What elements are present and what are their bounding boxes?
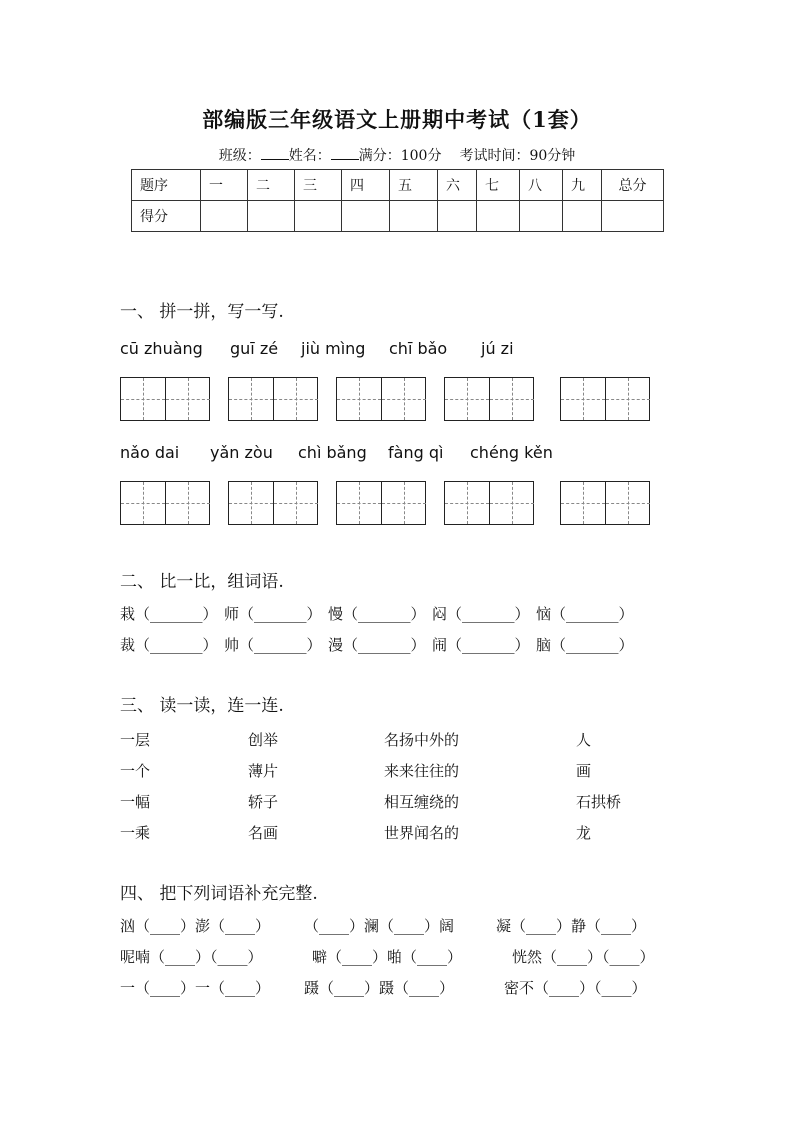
score-cell[interactable] [390, 201, 438, 232]
match-item[interactable]: 名扬中外的 [384, 731, 460, 749]
table-cell: 二 [256, 178, 270, 194]
compare-item[interactable]: 慢（_______） [328, 605, 426, 623]
name-blank[interactable] [331, 146, 359, 160]
match-item[interactable]: 创举 [248, 731, 279, 749]
table-cell: 题序 [140, 178, 168, 194]
fill-item[interactable]: 噼（____）啪（____） [312, 948, 463, 966]
pinyin-label: chéng kěn [470, 443, 553, 462]
match-item[interactable]: 石拱桥 [576, 793, 622, 811]
fill-item[interactable]: 一（____）一（____） [120, 979, 271, 997]
pinyin-label: yǎn zòu [210, 443, 273, 462]
compare-item[interactable]: 脑（_______） [536, 636, 634, 654]
compare-item[interactable]: 闷（_______） [432, 605, 530, 623]
score-cell[interactable] [438, 201, 477, 232]
writing-grid[interactable] [560, 377, 650, 421]
table-cell: 总分 [618, 178, 647, 194]
match-item[interactable]: 一幅 [120, 793, 151, 811]
exam-info [0, 145, 794, 165]
compare-item[interactable]: 帅（_______） [224, 636, 322, 654]
fill-item[interactable]: 呢喃（____）（____） [120, 948, 263, 966]
match-item[interactable]: 来来往往的 [384, 762, 460, 780]
score-cell[interactable] [520, 201, 563, 232]
match-item[interactable]: 一个 [120, 762, 151, 780]
match-item[interactable]: 薄片 [248, 762, 279, 780]
table-cell: 得分 [140, 209, 168, 225]
table-cell: 九 [571, 178, 585, 194]
pinyin-label: nǎo dai [120, 443, 180, 462]
fill-item[interactable]: 恍然（____）（____） [512, 948, 655, 966]
table-row [132, 201, 664, 232]
writing-grid[interactable] [228, 377, 318, 421]
table-cell: 八 [528, 178, 542, 194]
class-blank[interactable] [261, 146, 289, 160]
exam-time: 考试时间：90分钟 [459, 148, 576, 164]
compare-item[interactable]: 裁（_______） [120, 636, 218, 654]
writing-grid[interactable] [336, 481, 426, 525]
table-cell: 七 [485, 178, 499, 194]
section-3-heading: 三、 读一读，连一连. [120, 696, 284, 716]
compare-item[interactable]: 恼（_______） [536, 605, 634, 623]
compare-item[interactable]: 栽（_______） [120, 605, 218, 623]
section-1-heading: 一、 拼一拼，写一写. [120, 302, 284, 322]
score-cell[interactable] [477, 201, 520, 232]
score-cell[interactable] [563, 201, 602, 232]
writing-grid[interactable] [120, 377, 210, 421]
writing-grid[interactable] [120, 481, 210, 525]
match-item[interactable]: 一层 [120, 731, 151, 749]
page-title: 部编版三年级语文上册期中考试（1套） [202, 107, 592, 132]
pinyin-label: fàng qì [388, 443, 444, 462]
match-item[interactable]: 名画 [248, 824, 279, 842]
writing-grid[interactable] [444, 377, 534, 421]
name-label: 姓名： [288, 148, 331, 164]
match-item[interactable]: 世界闻名的 [384, 824, 460, 842]
match-item[interactable]: 画 [576, 762, 592, 780]
match-item[interactable]: 轿子 [248, 793, 279, 811]
pinyin-label: guī zé [230, 339, 279, 358]
pinyin-label: jiù mìng [301, 339, 366, 358]
match-item[interactable]: 人 [576, 731, 592, 749]
table-cell: 三 [303, 178, 317, 194]
fill-item[interactable]: 蹑（____）蹑（____） [304, 979, 455, 997]
compare-item[interactable]: 闹（_______） [432, 636, 530, 654]
match-item[interactable]: 一乘 [120, 824, 151, 842]
pinyin-label: chī bǎo [389, 339, 448, 358]
table-cell: 一 [209, 178, 223, 194]
score-cell[interactable] [602, 201, 664, 232]
class-label: 班级： [218, 148, 261, 164]
match-item[interactable]: 龙 [576, 824, 592, 842]
match-item[interactable]: 相互缠绕的 [384, 793, 460, 811]
score-table [131, 169, 664, 232]
table-cell: 四 [350, 178, 364, 194]
compare-item[interactable]: 漫（_______） [328, 636, 426, 654]
full-score: 满分：100分 [358, 148, 442, 164]
pinyin-label: chì bǎng [298, 443, 367, 462]
writing-grid[interactable] [444, 481, 534, 525]
fill-item[interactable]: 汹（____）澎（____） [120, 917, 271, 935]
score-cell[interactable] [342, 201, 390, 232]
score-cell[interactable] [248, 201, 295, 232]
writing-grid[interactable] [336, 377, 426, 421]
writing-grid[interactable] [560, 481, 650, 525]
table-cell: 六 [446, 178, 460, 194]
fill-item[interactable]: （____）澜（____）阔 [304, 917, 455, 935]
section-4-heading: 四、 把下列词语补充完整. [120, 884, 318, 904]
writing-grid[interactable] [228, 481, 318, 525]
fill-item[interactable]: 密不（____）（____） [504, 979, 647, 997]
compare-item[interactable]: 师（_______） [224, 605, 322, 623]
score-cell[interactable] [295, 201, 342, 232]
fill-item[interactable]: 凝（____）静（____） [496, 917, 647, 935]
score-cell[interactable] [201, 201, 248, 232]
pinyin-label: cū zhuàng [120, 339, 203, 358]
section-2-heading: 二、 比一比，组词语. [120, 572, 284, 592]
table-row [132, 170, 664, 201]
table-cell: 五 [398, 178, 412, 194]
pinyin-label: jú zi [481, 339, 514, 358]
